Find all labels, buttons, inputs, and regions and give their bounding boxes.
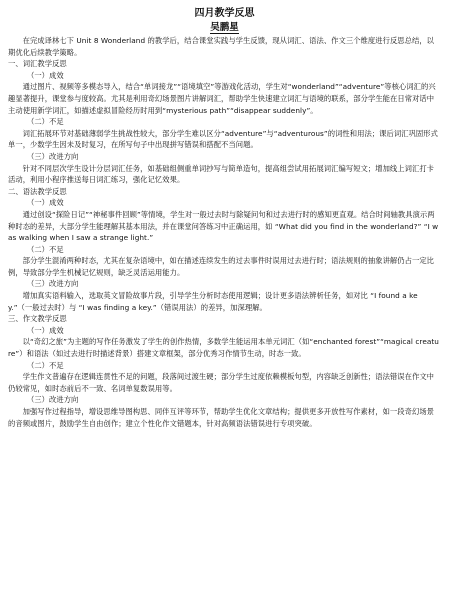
section-heading: 二、语法教学反思 <box>8 186 67 196</box>
subsection-heading: （一）成效 <box>26 70 64 80</box>
paragraph: 针对不同层次学生设计分层词汇任务，如基础组侧重单词抄写与简单造句，提高组尝试用拓展词汇编写短文；增加线上词汇打卡活动，利用小程序推送每日词汇练习，强化记忆效果。 <box>8 163 435 185</box>
paragraph: 学生作文普遍存在逻辑连贯性不足的问题，段落间过渡生硬；部分学生过度依赖模板句型，内容缺乏创新性；语法错误在作文中仍较常见，如时态前后不一致、名词单复数误用等。 <box>8 372 435 393</box>
paragraph: 部分学生混淆两种时态，尤其在复杂语境中，如在描述连续发生的过去事件时误用过去进行时；语法规则的抽象讲解仍占一定比例，导致部分学生机械记忆规则，缺乏灵活运用能力。 <box>8 256 435 277</box>
subsection-heading: （一）成效 <box>26 325 64 335</box>
paragraph: 在完成译林七下 Unit 8 Wonderland 的教学后，结合课堂实践与学生反馈，现从词汇、语法、作文三个维度进行反思总结，以期优化后续教学策略。 <box>8 36 435 57</box>
section-heading: 三、作文教学反思 <box>8 314 67 324</box>
paragraph: 词汇拓展环节对基础薄弱学生挑战性较大，部分学生难以区分“adventure”与“adventurous”的词性和用法；课后词汇巩固形式单一，少数学生因未及时复习，在所写句子中出现拼写错误和搭配不当问题。 <box>8 128 438 150</box>
document-author <box>8 21 441 34</box>
author-name: 吴鹏星 <box>210 22 239 33</box>
subsection-heading: （三）改进方向 <box>26 279 79 289</box>
subsection-heading: （二）不足 <box>26 360 64 370</box>
paragraph: 通过创设“探险日记”“神秘事件回顾”等情境，学生对一般过去时与除疑问句和过去进行时的感知更直观。结合时间轴教具演示两种时态的差异，大部分学生能理解其基本用法，并在课堂问答练习中正确运用，如 “What did you find in the wonderland?” “I was walking when I saw a strange light.” <box>8 209 439 243</box>
subsection-heading: （一）成效 <box>26 198 64 208</box>
paragraph: 加强写作过程指导，增设思维导图构思、同伴互评等环节，帮助学生优化文章结构；提供更多开放性写作素材，如一段奇幻场景的音频或图片，鼓励学生自由创作；建立个性化作文错题本，针对高频语法错误进行专项突破。 <box>8 407 435 428</box>
subsection-heading: （三）改进方向 <box>26 151 79 161</box>
subsection-heading: （二）不足 <box>26 244 64 254</box>
paragraph: 增加真实语料输入，选取英文冒险故事片段，引导学生分析时态使用逻辑；设计更多语法辨析任务，如对比 “I found a key.”（一般过去时）与 “I was finding a key.”（错误用法）的差异，加深理解。 <box>8 291 418 312</box>
document-body <box>8 35 441 429</box>
document-title: 四月教学反思 <box>194 8 255 19</box>
subsection-heading: （二）不足 <box>26 117 64 127</box>
subsection-heading: （三）改进方向 <box>26 395 79 405</box>
paragraph: 以“奇幻之旅”为主题的写作任务激发了学生的创作热情，多数学生能运用本单元词汇（如“enchanted forest”“magical creature”）和语法（如过去进行时描述背景）搭建文章框架，部分优秀习作情节生动，时态一致。 <box>8 337 439 359</box>
paragraph: 通过图片、视频等多模态导入，结合“单词接龙”“语境填空”等游戏化活动，学生对“wonderland”“adventure”等核心词汇的兴趣显著提升，课堂参与度较高。尤其是利用奇幻场景图片讲解词汇，帮助学生快速建立词汇与语境的联系，部分学生能在日常对话中主动使用新学词汇，如描述虚拟冒险经历时用到“mysterious path”“disappear suddenly”。 <box>8 82 436 115</box>
section-heading: 一、词汇教学反思 <box>8 59 67 69</box>
